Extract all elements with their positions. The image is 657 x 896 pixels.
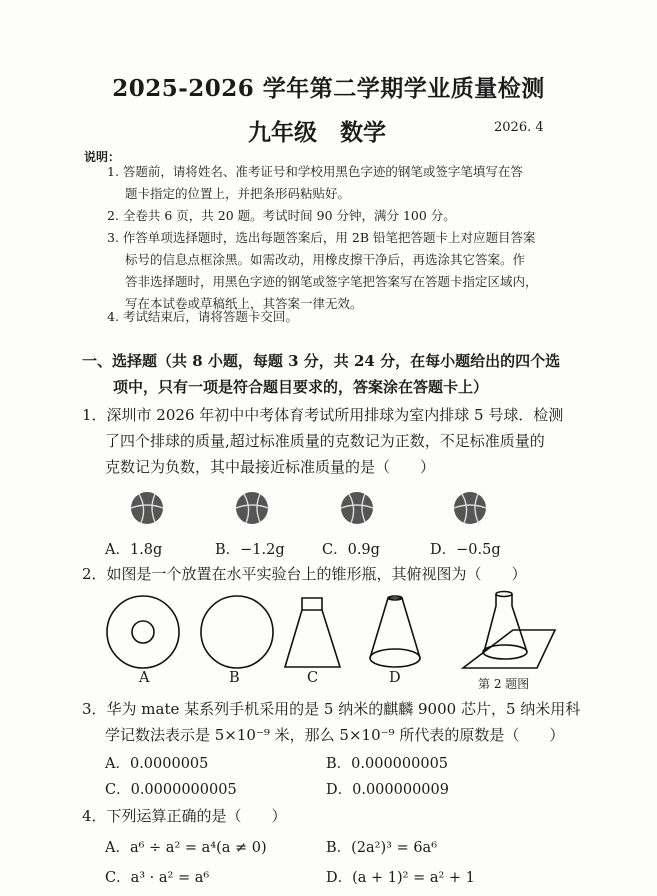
- instructions-label: 说明：: [84, 150, 121, 164]
- q1-text: 了四个排球的质量,超过标准质量的克数记为正数，不足标准质量的: [105, 432, 545, 450]
- q2-label-b: B: [229, 670, 240, 686]
- volleyball-icon: [131, 492, 163, 524]
- flask-on-platform-figure: [463, 592, 555, 669]
- exam-title: 2025-2026 学年第二学期学业质量检测: [112, 75, 545, 102]
- q4-text: 4．下列运算正确的是（ ）: [82, 807, 287, 825]
- instruction-line: 2. 全卷共 6 页，共 20 题。考试时间 90 分钟，满分 100 分。: [107, 208, 456, 223]
- q3-option-c: C．0.0000000005: [105, 782, 237, 798]
- instruction-line: 1. 答题前，请将姓名、准考证号和学校用黑色字迹的钢笔或签字笔填写在答: [107, 164, 523, 179]
- q1-option-c: C．0.9g: [322, 542, 380, 558]
- section-heading: 一、选择题（共 8 小题，每题 3 分，共 24 分，在每小题给出的四个选: [82, 352, 561, 370]
- q1-option-a: A．1.8g: [105, 542, 163, 558]
- q3-option-b: B．0.000000005: [326, 756, 449, 772]
- q4-option-c: C．a³ · a² = a⁶: [105, 870, 210, 886]
- exam-date: 2026. 4: [494, 120, 544, 135]
- q3-text: 3．华为 mate 某系列手机采用的是 5 纳米的麒麟 9000 芯片，5 纳米用科: [82, 700, 581, 718]
- option-b-figure: [201, 596, 273, 668]
- option-d-figure: [370, 596, 420, 667]
- q4-option-b: B．(2a²)³ = 6a⁶: [326, 840, 438, 856]
- instruction-line: 3. 作答单项选择题时，选出每题答案后，用 2B 铅笔把答题卡上对应题目答案: [107, 230, 536, 245]
- q3-option-a: A．0.0000005: [105, 756, 209, 772]
- q2-label-d: D: [389, 670, 401, 686]
- q2-label-c: C: [307, 670, 319, 686]
- option-c-figure: [285, 598, 340, 667]
- q1-text: 克数记为负数，其中最接近标准质量的是（ ）: [105, 458, 436, 476]
- q1-option-b: B．−1.2g: [215, 542, 285, 558]
- q1-text: 1．深圳市 2026 年初中中考体育考试所用排球为室内排球 5 号球．检测: [82, 406, 564, 424]
- q4-option-a: A．a⁶ ÷ a² = a⁴(a ≠ 0): [105, 840, 267, 856]
- volleyball-icon: [341, 492, 373, 524]
- q4-option-d: D．(a + 1)² = a² + 1: [326, 870, 475, 886]
- q3-text: 学记数法表示是 5×10⁻⁹ 米，那么 5×10⁻⁹ 所代表的原数是（ ）: [105, 726, 565, 744]
- exam-subtitle: 九年级 数学: [248, 119, 386, 146]
- q3-option-d: D．0.000000009: [326, 782, 449, 798]
- option-a-figure: [107, 596, 179, 668]
- q2-figures: [0, 590, 657, 690]
- instruction-line: 题卡指定的位置上，并把条形码粘贴好。: [125, 186, 351, 201]
- instruction-line: 答非选择题时，用黑色字迹的钢笔或签字笔把答案写在答题卡指定区域内，: [125, 274, 538, 289]
- volleyball-icon: [236, 492, 268, 524]
- q1-option-d: D．−0.5g: [430, 542, 501, 558]
- instruction-line: 写在本试卷或草稿纸上，其答案一律无效。: [125, 296, 363, 311]
- volleyball-images: [0, 486, 657, 530]
- q2-figure-caption: 第 2 题图: [478, 677, 530, 691]
- instruction-line: 标号的信息点框涂黑。如需改动，用橡皮擦干净后，再选涂其它答案。作: [125, 252, 526, 267]
- instruction-line: 4. 考试结束后，请将答题卡交回。: [107, 309, 298, 324]
- q2-label-a: A: [139, 670, 150, 686]
- q2-text: 2．如图是一个放置在水平实验台上的锥形瓶，其俯视图为（ ）: [82, 565, 527, 583]
- section-heading-cont: 项中，只有一项是符合题目要求的，答案涂在答题卡上）: [113, 378, 489, 396]
- volleyball-icon: [454, 492, 486, 524]
